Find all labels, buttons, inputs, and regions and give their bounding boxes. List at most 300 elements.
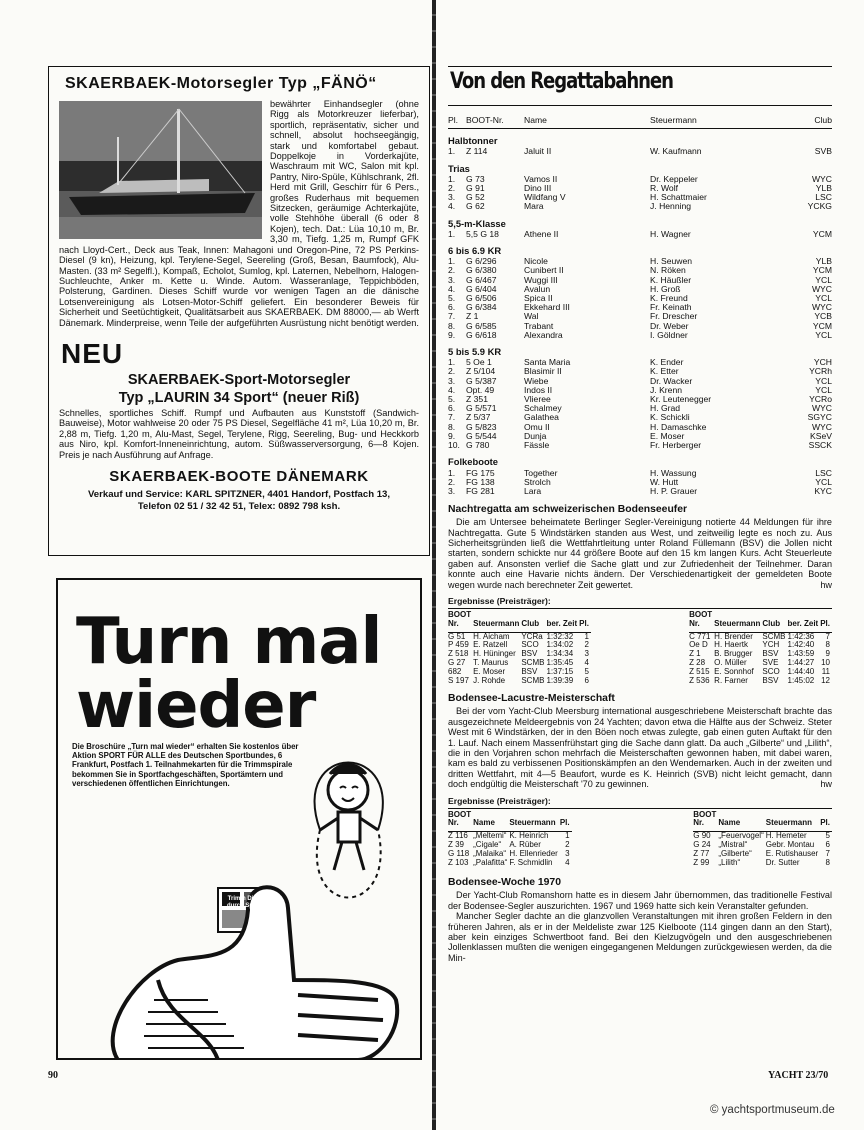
result-cell: O. Müller [714,657,747,667]
column-header: Nr. [448,819,473,831]
laurin-description: Schnelles, sportliches Schiff. Rumpf und Aufbauten aus Kunststoff (Sandwich-Bauweise), Motor wahlweise 20 oder 75 PS Diesel, Segelfläche 41 m², Lüa 10,20 m, Br. 2,88 m, Tiefg. 1,20 m, Alu-Mast, Segel, Terylene, Rigg, Seereling, Bug- und Heckkorb aus Niro, kpl. Komfort-Inneneinrichtung, autom. Süßwasserversorgung, 6—8 Kojen. Preis je nach Ausführung auf Anfrage. [59,407,419,460]
boat-name: Athene II [524,228,559,239]
result-cell: 682 [448,666,462,676]
result-cell: 2 [584,640,589,650]
result-row [448,303,832,312]
place: 8. [448,320,456,331]
result-cell: 1:32:32 [546,631,574,641]
club: YCL [815,274,832,285]
result-cell: B. Brugger [714,649,753,659]
column-header: Pl. [820,620,832,632]
laurin-title-2: Typ „LAURIN 34 Sport“ (neuer Riß) [118,389,360,406]
column-header: Pl. [560,819,572,831]
column-header: Club [762,620,787,632]
result-cell: H. Haertk [714,640,748,650]
result-cell: G 27 [448,657,466,667]
result-row [448,276,832,285]
boat-number: G 6/618 [466,329,497,340]
result-cell: G 90 [693,831,711,841]
club: WYC [811,302,832,313]
helmsman: Dr. Weber [650,320,689,331]
boat-name: Together [524,467,558,478]
column-header: Pl. [579,620,591,632]
class-name: Halbtonner [448,135,498,147]
column-header: ber. Zeit [788,620,821,632]
place: 10. [448,440,460,451]
result-cell: „Feuervogel“ [718,831,764,841]
result-row [448,331,832,340]
result-row [448,294,832,303]
helmsman: W. Kaufmann [650,146,702,157]
result-row [448,322,832,331]
result-cell: YCRa [521,631,543,641]
result-cell: YCH [762,640,780,650]
boat-name: Galathea [524,412,559,423]
helmsman: H. Seuwen [650,256,693,267]
turn-blurb: Die Broschüre „Turn mal wieder“ erhalten Sie kostenlos über Aktion SPORT FÜR ALLE des Deutschen Sportbundes, 6 Frankfurt, Postfach 1. Teilnahmekarten für die Trimmspirale bekommen Sie in Sportfachgeschäften, Sportämtern und verschiedenen öffentlichen Einrichtungen. [72,742,299,788]
column-header-row [448,819,572,831]
boot-label: BOOT [689,609,713,619]
header-name: Name [524,116,650,129]
club: YCM [812,265,832,276]
nacht-title: Nachtregatta am schweizerischen Bodenseeufer [448,504,688,516]
result-cell: Z 28 [689,657,706,667]
lacustre-text: Bei der vom Yacht-Club Meersburg international ausgeschriebene Meisterschaft brachte das ausgezeichnete Meldeergebnis von 24 Yachten; davon etwa die Hälfte aus der Schweiz. Steter West mit 6 Windstärken, der in den Böen noch etwas zulegte, gab einen guten Auftakt für den 1. Lauf. Nach einem Massenfrühstart ging die Sache dann glatt. Da auch „Gilberte“ und „Lilith“, die in den Vorjahren schon mehrfach die Meisterschaften gewonnen haben, mit dabei waren, kam es bald zu verbissenen Positionskämpfen an den Wendemarken. Auch in der zweiten und dritten Wettfahrt, mit 4—5 Beaufort, wurde es K. Heinrich (SVB) nicht leicht gemacht, dann doch endgültig die Meisterschaft '70 zu gewinnen. hw [448,706,832,790]
boat-name: Fässle [524,440,550,451]
boat-number: G 52 [466,192,485,203]
result-row [693,850,832,859]
column-header: Club [521,620,546,632]
boat-number: G 91 [466,183,485,194]
nacht-ergebnisse-label: Ergebnisse (Preisträger): [448,595,551,606]
result-cell: SCMB [521,657,545,667]
boat-name: Cunibert II [524,265,564,276]
service-line-2: Telefon 02 51 / 32 42 51, Telex: 0892 798 ksh. [137,500,341,512]
column-header: Name [718,819,765,831]
place: 1. [448,357,456,368]
club: YCL [815,384,832,395]
place: 4. [448,201,456,212]
result-row [448,469,832,478]
boat-name: Lara [524,485,542,496]
result-cell: Gebr. Montau [765,839,815,849]
club: YCRh [809,366,832,377]
boat-number: FG 281 [466,485,495,496]
result-cell: „Mistral“ [718,839,748,849]
result-cell: 7 [825,848,830,858]
helmsman: H. P. Grauer [650,485,698,496]
boat-number: Z 5/37 [466,412,491,423]
helmsman: K. Ender [650,357,684,368]
result-row [448,859,572,868]
club: LSC [815,192,832,203]
watermark: © yachtsportmuseum.de [710,1104,835,1116]
place: 3. [448,485,456,496]
result-cell: 5 [825,831,830,841]
result-cell: E. Sonnhof [714,666,754,676]
boat-name: Wiebe [524,375,549,386]
result-cell: E. Rutishauser [765,848,819,858]
club: SGYC [807,412,832,423]
boat-photo [59,101,262,239]
place: 3. [448,274,456,285]
result-cell: Z 103 [448,857,469,867]
result-cell: 9 [825,649,830,659]
boat-number: 5,5 G 18 [466,228,499,239]
result-row [689,677,832,686]
boat-name: Dino III [524,183,552,194]
boat-name: Spica II [524,293,553,304]
result-cell: 3 [565,848,570,858]
result-cell: 6 [584,675,589,685]
column-header-row [689,620,832,632]
result-cell: Dr. Sutter [765,857,800,867]
place: 3. [448,375,456,386]
boot-label: BOOT [448,609,472,619]
club: WYC [811,403,832,414]
helmsman: Fr. Herberger [650,440,702,451]
ad-description: bewährter Einhandsegler (ohne Rigg als Motorkreuzer lieferbar), sportlich, repräsentativ, sicher und schnell, absolut hochseegängig, stark und komfortabel gebaut. Doppelkoje in Vorderkajüte, Waschraum mit WC, Salon mit kpl. Pantry, Niro-Spüle, Kühlschrank, 2fl. Herd mit Grill, Geschirr für 6 Pers., großes Ruderhaus mit bequemen Sitzecken, geräumige Achterkajüte, volle Stehhöhe überall (6 oder 8 Kojen), tech. Dat.: Lüa 10,10 m, Br. 3,30 m, Tiefg. 1,25 m, Rumpf GFK nach Lloyd-Cert., Deck aus Teak, Innen: Mahagoni und Oregon-Pine, 72 PS Perkins-Diesel (9 kn), Heizung, kpl. Terylene-Segel, Seereling (Groß, Besan, Baumfock), Alu-Masten. (33 m² Segelfl.), Kompaß, Echolot, Sumlog, kpl. Laternen, Nebelhorn, Halogen-Suchleuchte, Anker m. Kette u. Winde. Autom. Wasseranlage, Teppichböden, Polsterung, Gardinen. Dieses Schiff wurde vor wenigen Tagen an die dänische Lotsenvereinigung als Lotsen-Motor-Schiff geliefert. Ein besonderer Beweis für Sicherheit und Seetüchtigkeit, Qualitätsarbeit aus SKAERBAEK. DM 88000,— ab Werft Dänemark. Minderpreise, wenn Teile der aufgeführten Ausrüstung nicht benötigt werden. [59,99,419,328]
company-name: SKAERBAEK-BOOTE DÄNEMARK [109,467,369,485]
result-cell: E. Moser [473,666,506,676]
result-cell: 1:37:15 [546,666,574,676]
result-row [448,147,832,156]
result-cell: F. Schmidlin [509,857,553,867]
club: YCL [815,375,832,386]
class-heading-row [448,340,832,358]
club: YCRo [809,394,832,405]
result-cell: R. Farner [714,675,748,685]
result-cell: J. Rohde [473,675,506,685]
result-cell: Z 536 [689,675,710,685]
result-cell: G 51 [448,631,466,641]
result-row [693,859,832,868]
club: YCL [815,329,832,340]
boat-number: G 5/823 [466,421,497,432]
result-cell: H. Brender [714,631,753,641]
boat-image-graphic [59,101,262,239]
result-cell: BSV [762,649,779,659]
result-cell: 4 [565,857,570,867]
result-cell: G 24 [693,839,711,849]
column-header-row [693,819,832,831]
result-cell: „Malaika“ [473,848,507,858]
boat-name: Dunja [524,430,547,441]
result-cell: „Lilith“ [718,857,741,867]
helmsman: H. Grad [650,403,681,414]
thumb-icon [113,887,398,1060]
boat-number: G 5/387 [466,375,497,386]
boat-number: G 6/506 [466,293,497,304]
boat-number: G 6/384 [466,302,497,313]
boat-name: Wildfang V [524,192,566,203]
header-boot: BOOT-Nr. [466,116,524,129]
helmsman: Fr. Drescher [650,311,698,322]
result-cell: 1:45:02 [787,675,815,685]
club: WYC [811,283,832,294]
column-header: ber. Zeit [546,620,579,632]
boat-number: G 5/544 [466,430,497,441]
helmsman: E. Moser [650,430,685,441]
column-header: Steuermann [766,819,820,831]
boat-number: G 6/404 [466,283,497,294]
club: YCH [813,357,832,368]
result-row [448,285,832,294]
lacustre-results-left [448,811,572,868]
boot-label: BOOT [448,809,472,819]
helmsman: W. Hutt [650,476,679,487]
helmsman: I. Göldner [650,329,688,340]
header-steuermann: Steuermann [650,116,792,129]
laurin-title-1: SKAERBAEK-Sport-Motorsegler [127,371,351,388]
result-cell: A. Rüber [509,839,541,849]
header-pl: Pl. [448,116,466,129]
result-cell: „Cigale“ [473,839,502,849]
class-name: 6 bis 6.9 KR [448,245,502,257]
class-name: 5 bis 5.9 KR [448,346,502,358]
boat-number: G 6/380 [466,265,497,276]
result-cell: E. Ratzell [473,640,508,650]
result-row [448,395,832,404]
boot-label: BOOT [693,809,717,819]
result-cell: 1 [584,631,589,641]
result-row [448,202,832,211]
place: 4. [448,283,456,294]
result-row [448,175,832,184]
boat-number: G 780 [466,440,490,451]
result-row [448,193,832,202]
result-row [448,312,832,321]
place: 1. [448,467,456,478]
result-cell: 8 [825,857,830,867]
boat-name: Indos II [524,384,553,395]
result-cell: 1:35:45 [546,657,574,667]
club: WYC [811,173,832,184]
result-cell: Z 518 [448,649,469,659]
result-row [448,358,832,367]
place: 6. [448,403,456,414]
boat-number: Z 5/104 [466,366,496,377]
results-header-row [448,116,832,129]
result-cell: 10 [821,657,830,667]
result-row [448,377,832,386]
result-cell: „Meltemi“ [473,831,507,841]
woche-paragraph-1: Der Yacht-Club Romanshorn hatte es in diesem Jahr übernommen, das traditionelle Festival der Bodensee-Segler auszurichten. 1967 und 1969 hatte sich kein Veranstalter gefunden. [448,890,832,911]
place: 2. [448,183,456,194]
place: 9. [448,329,456,340]
club: YCB [814,311,832,322]
jumping-figure-icon [315,763,383,898]
club: KYC [814,485,832,496]
column-divider [432,0,436,1130]
boat-name: Omu II [524,421,550,432]
boat-name: Strolch [524,476,551,487]
boat-number: G 73 [466,173,485,184]
result-cell: K. Heinrich [509,831,549,841]
boat-number: G 5/571 [466,403,497,414]
helmsman: J. Henning [650,201,692,212]
result-cell: 1:43:59 [787,649,815,659]
result-cell: 4 [584,657,589,667]
magazine-issue: YACHT 23/70 [768,1070,829,1081]
result-cell: Z 99 [693,857,710,867]
boat-number: G 6/585 [466,320,497,331]
result-cell: SCMB [521,675,545,685]
result-cell: BSV [762,675,779,685]
result-cell: 1:34:02 [546,640,574,650]
result-cell: 5 [584,666,589,676]
result-cell: Z 39 [448,839,465,849]
place: 5. [448,394,456,405]
helmsman: J. Krenn [650,384,683,395]
place: 5. [448,293,456,304]
ad-title: SKAERBAEK-Motorsegler Typ „FÄNÖ“ [65,75,377,92]
column-header: Nr. [448,620,473,632]
column-header: Steuermann [509,819,559,831]
helmsman: K. Freund [650,293,688,304]
club: YLB [815,183,832,194]
result-cell: SCO [521,640,539,650]
service-line-1: Verkauf und Service: KARL SPITZNER, 4401 Handorf, Postfach 13, [87,488,391,500]
helmsman: Dr. Wacker [650,375,693,386]
result-row [448,404,832,413]
result-row [448,677,591,686]
result-cell: SCO [762,666,780,676]
place: 2. [448,265,456,276]
result-cell: T. Maurus [473,657,509,667]
boat-name: Vamos II [524,173,558,184]
boat-name: Mara [524,201,544,212]
result-cell: S 197 [448,675,469,685]
column-header: Steuermann [714,620,762,632]
result-row [448,487,832,496]
turn-headline [76,605,382,743]
result-cell: H. Hüninger [473,649,516,659]
result-cell: 1:44:27 [787,657,815,667]
regatta-results-column [448,66,832,963]
class-heading-row [448,450,832,468]
class-heading-row [448,157,832,175]
trimm-dich-logo-text: Trimm Dich durch Sport [227,896,261,909]
club: WYC [811,421,832,432]
page-number: 90 [48,1070,58,1081]
result-row [448,184,832,193]
place: 2. [448,366,456,377]
boat-name: Trabant [524,320,554,331]
column-header: Nr. [689,620,714,632]
boat-name: Wal [524,311,539,322]
place: 7. [448,412,456,423]
boat-name: Vlieree [524,394,551,405]
result-cell: P 459 [448,640,469,650]
boat-name: Wuggi III [524,274,558,285]
club: LSC [815,467,832,478]
result-cell: 3 [584,649,589,659]
column-header: Name [473,819,509,831]
turn-line-1: Turn mal [76,605,382,679]
boat-number: Opt. 49 [466,384,495,395]
result-cell: 6 [825,839,830,849]
thumbs-up-illustration [58,730,420,1060]
boat-name: Schalmey [524,403,562,414]
result-row [448,367,832,376]
result-cell: H. Hemeter [765,831,807,841]
result-cell: SCMB [762,631,786,641]
result-cell: Z 515 [689,666,710,676]
result-row [448,423,832,432]
club: YCKG [807,201,832,212]
boat-name: Jaluit II [524,146,552,157]
boat-number: G 6/296 [466,256,497,267]
helmsman: K. Häußler [650,274,692,285]
helmsman: H. Schattmaier [650,192,707,203]
place: 7. [448,311,456,322]
turn-line-2: wieder [76,669,316,743]
neu-heading: NEU [61,337,124,369]
boat-name: Santa Maria [524,357,571,368]
result-row [448,478,832,487]
helmsman: Fr. Keinath [650,302,692,313]
header-club: Club [792,116,832,129]
result-cell: Oe D [689,640,708,650]
boat-name: Alexandra [524,329,563,340]
place: 1. [448,146,456,157]
club: YLB [815,256,832,267]
boat-number: Z 351 [466,394,488,405]
section-banner [448,66,832,106]
helmsman: N. Röken [650,265,686,276]
result-cell: 1:39:39 [546,675,574,685]
woche-title: Bodensee-Woche 1970 [448,877,561,889]
result-row [448,413,832,422]
column-header: Steuermann [473,620,521,632]
helmsman: Dr. Keppeler [650,173,698,184]
class-name: 5,5-m-Klasse [448,217,506,229]
club: YCM [812,228,832,239]
result-cell: 7 [825,631,830,641]
result-cell: „Palafitta“ [473,857,508,867]
results-table [448,116,832,496]
result-cell: SVE [762,657,779,667]
result-cell: C 771 [689,631,711,641]
boat-number: 5 Oe 1 [466,357,492,368]
result-cell: H. Ellenrieder [509,848,558,858]
boat-number: G 62 [466,201,485,212]
column-header: Nr. [693,819,718,831]
result-cell: 1:44:40 [787,666,815,676]
section-title: Von den Regattabahnen [450,69,673,94]
nacht-results-left [448,611,591,685]
lacustre-results-right [693,811,832,868]
result-row [448,441,832,450]
result-cell: 11 [821,666,830,676]
boat-number: Z 114 [466,146,488,157]
result-cell: H. Aicham [473,631,510,641]
helmsman: Kr. Leutenegger [650,394,712,405]
club: SSCK [808,440,832,451]
helmsman: H. Damaschke [650,421,707,432]
result-cell: BSV [521,666,538,676]
club: SVB [814,146,832,157]
column-header-row [448,620,591,632]
result-cell: BSV [521,649,538,659]
result-cell: 1:42:40 [787,640,815,650]
class-name: Folkeboote [448,456,499,468]
place: 1. [448,256,456,267]
result-row [448,266,832,275]
nacht-results [448,608,832,685]
result-cell: G 118 [448,848,470,858]
